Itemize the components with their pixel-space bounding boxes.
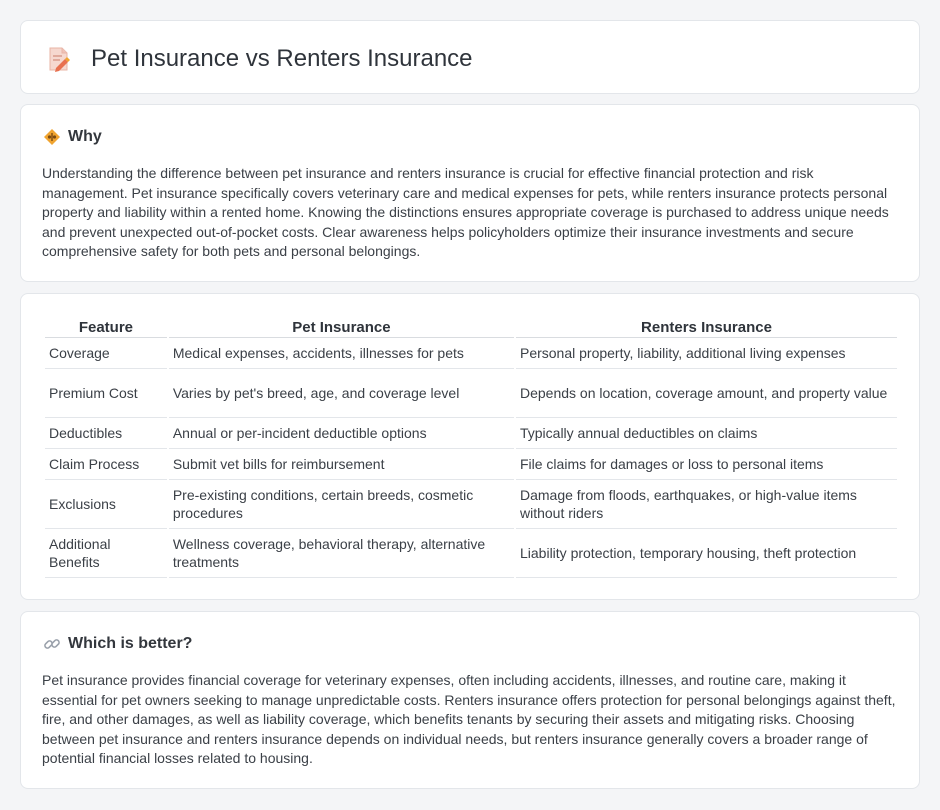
row-renters-value: Personal property, liability, additional living expenses: [516, 338, 897, 369]
table-header-row: [45, 316, 897, 338]
comparison-table: [43, 316, 899, 578]
row-feature: Coverage: [45, 338, 167, 369]
table-row: [45, 338, 897, 369]
document-pencil-icon: [47, 46, 71, 72]
row-pet-value: Annual or per-incident deductible options: [169, 418, 514, 449]
row-pet-value: Varies by pet's breed, age, and coverage level: [169, 369, 514, 418]
better-title: Which is better?: [68, 635, 193, 652]
why-text: Understanding the difference between pet insurance and renters insurance is crucial for effective financial protection and risk management. Pet insurance specifically covers veterinary care and medical expenses for pets, while renters insurance protects personal property and liability within a rented home. Knowing the distinctions ensures appropriate coverage is purchased to address unique needs and prevent unexpected out-of-pocket costs. Clear awareness helps policyholders optimize their insurance investments and secure comprehensive safety for both pets and personal belongings.: [42, 165, 889, 260]
row-renters-value: Depends on location, coverage amount, and property value: [516, 369, 897, 418]
row-renters-value: Damage from floods, earthquakes, or high-value items without riders: [516, 480, 897, 529]
row-pet-value: Medical expenses, accidents, illnesses for pets: [169, 338, 514, 369]
row-feature: Premium Cost: [45, 369, 167, 418]
row-feature: Deductibles: [45, 418, 167, 449]
row-renters-value: Typically annual deductibles on claims: [516, 418, 897, 449]
table-row: [45, 369, 897, 418]
row-pet-value: Submit vet bills for reimbursement: [169, 449, 514, 480]
header-feature: Feature: [45, 316, 167, 338]
why-section: [20, 104, 920, 282]
row-pet-value: Wellness coverage, behavioral therapy, alternative treatments: [169, 529, 514, 578]
row-feature: Exclusions: [45, 480, 167, 529]
link-icon: [43, 635, 61, 653]
title-card: [20, 20, 920, 94]
better-text: Pet insurance provides financial coverage for veterinary expenses, often including accidents, illnesses, and routine care, making it essential for pet owners seeking to manage unpredictable costs. Renters insurance offers protection for personal belongings against theft, fire, and other damages, as well as liability coverage, which benefits tenants by securing their assets and mitigating risks. Choosing between pet insurance and renters insurance depends on individual needs, but renters insurance generally covers a broader range of potential financial losses related to housing.: [42, 672, 896, 767]
better-heading: [43, 635, 192, 653]
row-renters-value: File claims for damages or loss to personal items: [516, 449, 897, 480]
header-renters-insurance: Renters Insurance: [516, 316, 897, 338]
title-row: [47, 45, 473, 73]
sparkle-badge-icon: [43, 128, 61, 146]
row-feature: Additional Benefits: [45, 529, 167, 578]
table-row: [45, 449, 897, 480]
table-row: [45, 480, 897, 529]
table-row: [45, 418, 897, 449]
comparison-section: [20, 293, 920, 600]
which-is-better-section: [20, 611, 920, 789]
why-title: Why: [68, 128, 102, 145]
header-pet-insurance: Pet Insurance: [169, 316, 514, 338]
row-pet-value: Pre-existing conditions, certain breeds, cosmetic procedures: [169, 480, 514, 529]
why-heading: [43, 128, 102, 146]
row-feature: Claim Process: [45, 449, 167, 480]
page-title: Pet Insurance vs Renters Insurance: [91, 45, 473, 72]
table-row: [45, 529, 897, 578]
row-renters-value: Liability protection, temporary housing, theft protection: [516, 529, 897, 578]
